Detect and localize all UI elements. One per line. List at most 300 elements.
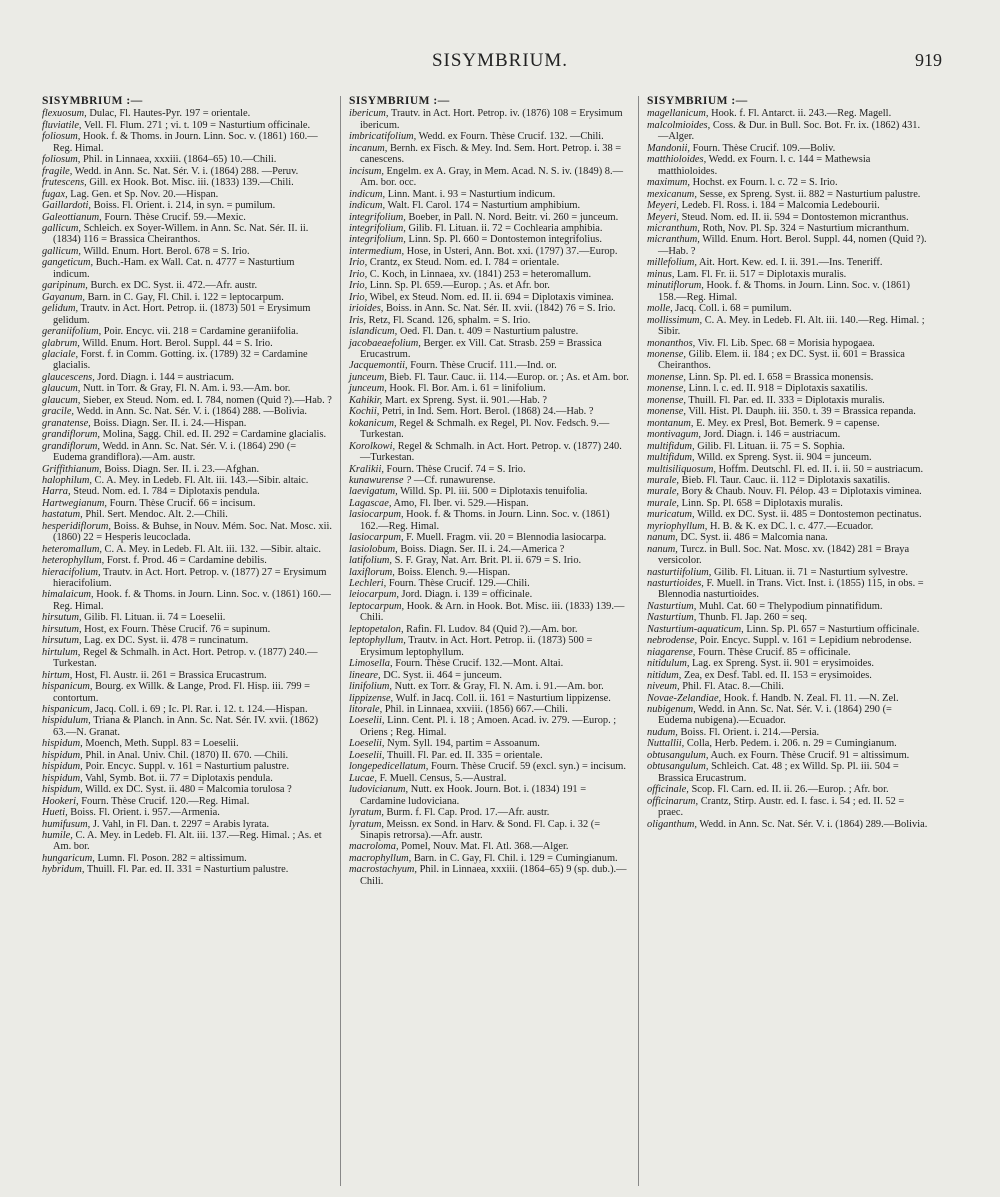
entry-citation: Schleich. ex Soyer-Willem. in Ann. Sc. Nat. Sér. II. ii. (1834) 116 = Brassica Cheiranthos. [53, 222, 309, 246]
species-name: Hookeri, [42, 795, 79, 807]
entry-citation: C. A. Mey. in Ledeb. Fl. Alt. iii. 132. —Sibir. altaic. [104, 543, 321, 555]
column-3 [638, 96, 936, 1186]
species-name: leptocarpum, [349, 600, 405, 612]
species-name: himalaicum, [42, 589, 94, 601]
entry-citation: Boiss. Fl. Orient. i. 957.—Armenia. [70, 807, 220, 819]
index-entry [349, 269, 630, 280]
entry-citation: Boiss. Diagn. Ser. II. i. 23.—Afghan. [104, 463, 260, 475]
entry-citation: Jord. Diagn. i. 139 = officinale. [401, 589, 533, 601]
entry-citation: Gilib. Fl. Lituan. ii. 72 = Cochlearia amphibia. [408, 222, 603, 234]
index-entry [647, 738, 928, 749]
index-entry [349, 498, 630, 509]
entry-citation: Thuill. Fl. Par. ed. II. 331 = Nasturtium palustre. [86, 864, 289, 876]
species-name: linifolium, [349, 681, 393, 693]
entry-citation: Boiss. Fl. Orient. i. 214.—Persia. [680, 726, 820, 738]
index-entry [349, 819, 630, 842]
species-name: heterophyllum, [42, 555, 105, 567]
index-entry [42, 761, 332, 772]
index-entry [647, 658, 928, 669]
index-entry [647, 532, 928, 543]
entry-citation: C. A. Mey. in Ledeb. Fl. Alt. iii. 140.—Reg. Himal. ; Sibir. [658, 314, 925, 338]
index-entry [349, 715, 630, 738]
species-name: micranthum, [647, 222, 700, 234]
entry-citation: Boeber, in Pall. N. Nord. Beitr. vi. 260 = junceum. [408, 211, 619, 223]
species-name: incisum, [349, 165, 384, 177]
species-name: monanthos, [647, 337, 696, 349]
entry-citation: Hook. Fl. Bor. Am. i. 61 = linifolium. [389, 383, 546, 395]
entry-citation: Fourn. Thèse Crucif. 111.—Ind. or. [410, 360, 557, 372]
species-name: niagarense, [647, 646, 696, 658]
entry-citation: Poir. Encyc. Suppl. v. 161 = Lepidium nebrodense. [699, 635, 912, 647]
entry-citation: Wibel, ex Steud. Nom. ed. II. ii. 694 = Diplotaxis viminea. [369, 291, 614, 303]
entry-citation: Vill. Hist. Pl. Dauph. iii. 350. t. 39 = Brassica repanda. [688, 406, 916, 418]
species-name: Kochii, [349, 406, 380, 418]
index-entry [647, 372, 928, 383]
index-entry [42, 486, 332, 497]
index-entry [647, 406, 928, 417]
entry-citation: Jord. Diagn. i. 144 = austriacum. [97, 371, 235, 383]
index-entry [349, 418, 630, 441]
entry-citation: Vahl, Symb. Bot. ii. 77 = Diplotaxis pendula. [85, 772, 273, 784]
entry-citation: DC. Syst. ii. 464 = junceum. [383, 669, 502, 681]
species-name: ludovicianum, [349, 784, 409, 796]
entry-citation: Wulf. in Jacq. Coll. ii. 161 = Nasturtium lippizense. [395, 692, 611, 704]
species-name: hirtulum, [42, 646, 81, 658]
index-entry [42, 131, 332, 154]
index-entry [349, 441, 630, 464]
entry-citation: Wedd. ex Fourn. Thèse Crucif. 132. —Chili. [418, 131, 604, 143]
entry-citation: Trautv. in Act. Hort. Petrop. v. (1877) 27 = Erysimum hieracifolium. [53, 566, 327, 590]
index-entry [42, 395, 332, 406]
index-entry [42, 647, 332, 670]
index-entry [647, 338, 928, 349]
entry-citation: Colla, Herb. Pedem. i. 206. n. 29 = Cumingianum. [686, 738, 897, 750]
species-name: millefolium, [647, 257, 697, 269]
index-entry [647, 567, 928, 578]
species-name: gracile, [42, 406, 75, 418]
index-entry [42, 418, 332, 429]
index-entry [647, 578, 928, 601]
species-name: Lucae, [349, 772, 377, 784]
species-name: longepedicellatum, [349, 761, 429, 773]
entry-citation: Zea, ex Desf. Tabl. ed. II. 153 = erysimoides. [683, 669, 872, 681]
entry-citation: Trautv. in Act. Hort. Petrop. iv. (1876) 108 = Erysimum ibericum. [360, 108, 623, 131]
index-entry [647, 464, 928, 475]
entry-citation: Wedd. in Ann. Sc. Nat. Sér. V. i. (1864) 290 (= Eudema grandiflora).—Am. austr. [53, 440, 297, 464]
species-name: grandiflorum, [42, 440, 101, 452]
entry-citation: Boiss. Diagn. Ser. II. i. 24.—America ? [400, 543, 565, 555]
entry-citation: Jacq. Coll. i. 68 = pumilum. [675, 303, 792, 315]
species-name: foliosum, [42, 154, 81, 166]
index-entry [349, 189, 630, 200]
entry-citation: Jord. Diagn. i. 146 = austriacum. [703, 429, 841, 441]
species-name: hirsutum, [42, 612, 82, 624]
index-entry [349, 693, 630, 704]
index-entry [647, 303, 928, 314]
entry-citation: Willd. ex DC. Syst. ii. 485 = Dontostemon pectinatus. [697, 509, 922, 521]
species-name: hirsutum, [42, 623, 82, 635]
entry-citation: Ait. Hort. Kew. ed. I. ii. 391.—Ins. Teneriff. [698, 257, 883, 269]
index-entry [349, 555, 630, 566]
species-name: hispidulum, [42, 715, 91, 727]
species-name: hispidum, [42, 749, 83, 761]
index-entry [349, 670, 630, 681]
species-name: hispidum, [42, 738, 83, 750]
entry-citation: Steud. Nom. ed. I. 784 = Diplotaxis pendula. [73, 486, 260, 498]
index-entry [349, 372, 630, 383]
entry-citation: Hook. & Arn. in Hook. Bot. Misc. iii. (1833) 139.—Chili. [360, 600, 625, 624]
entry-citation: Fourn. Thèse Crucif. 74 = S. Irio. [386, 463, 526, 475]
entry-citation: Viv. Fl. Lib. Spec. 68 = Morisia hypogaea. [697, 337, 875, 349]
entry-citation: Hochst. ex Fourn. l. c. 72 = S. Irio. [692, 177, 838, 189]
species-name: irioides, [349, 303, 384, 315]
entry-citation: Phil. in Linnaea, xxxiii. (1864–65) 9 (sp. dub.).—Chili. [360, 864, 627, 887]
species-name: incanum, [349, 142, 388, 154]
index-entry [647, 200, 928, 211]
species-name: nebrodense, [647, 635, 698, 647]
entry-citation: DC. Syst. ii. 486 = Malcomia nana. [680, 532, 828, 544]
entry-citation: Phil. in Linnaea, xxviii. (1856) 667.—Chili. [384, 704, 568, 716]
species-name: monense, [647, 348, 686, 360]
index-entry [42, 567, 332, 590]
species-name: montivagum, [647, 429, 701, 441]
entry-citation: Boiss. Fl. Orient. i. 214, in syn. = pumilum. [93, 200, 276, 212]
entry-citation: Wedd. in Ann. Sc. Nat. Sér. V. i. (1864) 289.—Bolivia. [699, 818, 928, 830]
species-name: glaucum, [42, 383, 81, 395]
species-name: Iris, [349, 314, 367, 326]
species-name: integrifolium, [349, 211, 406, 223]
entry-citation: Linn. Sp. Pl. 659.—Europ. ; As. et Afr. bor. [369, 280, 550, 292]
index-entry [647, 223, 928, 234]
species-name: glabrum, [42, 337, 80, 349]
entry-citation: Auch. ex Fourn. Thèse Crucif. 91 = altissimum. [710, 749, 910, 761]
entry-citation: Nutt. ex Hook. Journ. Bot. i. (1834) 191 = Cardamine ludoviciana. [360, 784, 587, 807]
species-name: murale, [647, 486, 680, 498]
index-entry [647, 601, 928, 612]
index-entry [349, 383, 630, 394]
species-name: Gaillardoti, [42, 200, 91, 212]
index-entry [647, 120, 928, 143]
index-entry [42, 280, 332, 291]
index-entry [42, 177, 332, 188]
species-name: Hartwegianum, [42, 497, 107, 509]
index-entry [42, 853, 332, 864]
index-entry [349, 544, 630, 555]
entry-citation: Fourn. Thèse Crucif. 120.—Reg. Himal. [81, 795, 250, 807]
entry-citation: Poir. Encyc. Suppl. v. 161 = Nasturtium palustre. [85, 761, 290, 773]
index-entry [42, 166, 332, 177]
index-entry [349, 784, 630, 807]
index-entry [349, 338, 630, 361]
index-entry [349, 406, 630, 417]
index-entry [42, 406, 332, 417]
entry-citation: Fourn. Thèse Crucif. 66 = incisum. [109, 497, 256, 509]
index-entry [349, 212, 630, 223]
index-entry [349, 589, 630, 600]
entry-citation: Jacq. Coll. i. 69 ; Ic. Pl. Rar. i. 12. t. 124.—Hispan. [95, 704, 308, 716]
index-entry [349, 326, 630, 337]
species-name: macrostachyum, [349, 864, 418, 876]
species-name: mollissimum, [647, 314, 703, 326]
species-name: Kralikii, [349, 463, 384, 475]
species-name: halophilum, [42, 474, 92, 486]
entry-citation: Sesse, ex Spreng. Syst. ii. 882 = Nasturtium palustre. [699, 188, 921, 200]
species-name: Mandonii, [647, 142, 691, 154]
entry-citation: Fourn. Thèse Crucif. 85 = officinale. [698, 646, 851, 658]
index-entry [349, 681, 630, 692]
species-name: multifidum, [647, 440, 695, 452]
entry-citation: H. B. & K. ex DC. l. c. 477.—Ecuador. [709, 520, 874, 532]
species-name: magellanicum, [647, 108, 709, 120]
index-entry [647, 784, 928, 795]
species-name: lasiocarpum, [349, 509, 404, 521]
species-name: macroloma, [349, 841, 399, 853]
index-entry [349, 486, 630, 497]
index-entry [42, 864, 332, 875]
index-entry [349, 807, 630, 818]
index-entry [349, 567, 630, 578]
entry-citation: Willd. ex DC. Syst. ii. 480 = Malcomia torulosa ? [85, 784, 292, 796]
entry-citation: Nutt. in Torr. & Gray, Fl. N. Am. i. 93.—Am. bor. [83, 383, 291, 395]
index-entry [349, 738, 630, 749]
species-name: hesperidiflorum, [42, 520, 111, 532]
entry-citation: Schleich. Cat. 48 ; ex Willd. Sp. Pl. iii. 504 = Brassica Erucastrum. [658, 761, 899, 784]
index-entry [42, 303, 332, 326]
index-entry [647, 395, 928, 406]
index-entry [42, 715, 332, 738]
entry-citation: Molina, Sagg. Chil. ed. II. 292 = Cardamine glacialis. [102, 429, 327, 441]
species-name: hispidum, [42, 784, 83, 796]
entry-citation: Regel & Schmalh. in Act. Hort. Petrop. v. (1877) 240.—Turkestan. [53, 646, 318, 670]
species-name: hybridum, [42, 864, 85, 876]
species-name: hieracifolium, [42, 566, 101, 578]
index-entry [349, 200, 630, 211]
index-entry [647, 750, 928, 761]
species-name: indicum, [349, 188, 386, 200]
entry-citation: Linn. l. c. ed. II. 918 = Diplotaxis saxatilis. [688, 383, 868, 395]
entry-citation: Gilib. Fl. Lituan. ii. 75 = S. Sophia. [697, 440, 845, 452]
entry-citation: Phil. Sert. Mendoc. Alt. 2.—Chili. [85, 509, 228, 521]
entry-citation: Crantz, Stirp. Austr. ed. I. fasc. i. 54 ; ed. II. 52 = praec. [658, 795, 905, 819]
species-name: jacobaeaefolium, [349, 337, 421, 349]
entry-citation: Steud. Nom. ed. II. ii. 594 = Dontostemon micranthus. [681, 211, 909, 223]
entry-citation: Host, Fl. Austr. ii. 261 = Brassica Erucastrum. [74, 669, 267, 681]
running-title: SISYMBRIUM. [431, 50, 569, 71]
species-name: lyratum, [349, 807, 384, 819]
index-entry [647, 143, 928, 154]
entry-citation: Ledeb. Fl. Ross. i. 184 = Malcomia Ledebourii. [681, 200, 880, 212]
species-name: monense, [647, 394, 686, 406]
index-entry [42, 544, 332, 555]
entry-citation: Vell. Fl. Flum. 271 ; vi. t. 109 = Nasturtium officinale. [83, 119, 311, 131]
species-name: Loeselii, [349, 738, 385, 750]
index-entry [349, 360, 630, 371]
index-entry [42, 246, 332, 257]
index-entry [647, 796, 928, 819]
species-name: latifolium, [349, 555, 393, 567]
entry-citation: Wedd. ex Fourn. l. c. 144 = Mathewsia matthioloides. [658, 154, 871, 177]
index-entry [42, 189, 332, 200]
species-name: hirsutum, [42, 635, 82, 647]
entry-citation: Pomel, Nouv. Mat. Fl. Atl. 368.—Alger. [401, 841, 569, 853]
species-name: lineare, [349, 669, 381, 681]
species-name: Griffithianum, [42, 463, 102, 475]
species-name: lyratum, [349, 818, 384, 830]
species-name: Irio, [349, 291, 368, 303]
index-entry [349, 223, 630, 234]
species-name: Nuttallii, [647, 738, 685, 750]
index-entry [349, 509, 630, 532]
entry-citation: Burm. f. Fl. Cap. Prod. 17.—Afr. austr. [386, 807, 550, 819]
species-name: Jacquemontii, [349, 360, 408, 372]
species-name: lippizense, [349, 692, 394, 704]
entry-citation: Amo, Fl. Iber. vi. 529.—Hispan. [393, 497, 529, 509]
index-columns [42, 96, 962, 1186]
entry-citation: Berger. ex Vill. Cat. Strasb. 259 = Brassica Erucastrum. [360, 337, 602, 360]
species-name: glaciale, [42, 348, 79, 360]
index-entry [42, 326, 332, 337]
index-entry [42, 108, 332, 119]
species-name: leiocarpum, [349, 589, 399, 601]
species-name: lasiolobum, [349, 543, 398, 555]
entry-citation: Hoffm. Deutschl. Fl. ed. II. i. ii. 50 = austriacum. [718, 463, 924, 475]
entry-citation: Hook. f. & Thoms. in Journ. Linn. Soc. v. (1861) 158.—Reg. Himal. [658, 280, 910, 303]
entry-citation: Linn. Mant. i. 93 = Nasturtium indicum. [387, 188, 556, 200]
species-name: gelidum, [42, 303, 79, 315]
index-entry [42, 257, 332, 280]
entry-citation: Regel & Schmalh. ex Regel, Pl. Nov. Fedsch. 9.—Turkestan. [360, 417, 610, 441]
index-entry [647, 315, 928, 338]
species-name: garipinum, [42, 280, 88, 292]
species-name: monense, [647, 406, 686, 418]
entry-citation: Coss. & Dur. in Bull. Soc. Bot. Fr. ix. (1862) 431.—Alger. [658, 119, 921, 143]
index-entry [647, 429, 928, 440]
species-name: Loeselii, [349, 715, 385, 727]
species-name: leptopetalon, [349, 623, 404, 635]
entry-citation: Wedd. in Ann. Sc. Nat. Sér. V. i. (1864) 290 (= Eudema nubigena).—Ecuador. [658, 704, 892, 727]
page-header [0, 50, 1000, 80]
species-name: imbricatifolium, [349, 131, 417, 143]
index-entry [647, 154, 928, 177]
species-name: laxiflorum, [349, 566, 395, 578]
index-entry [42, 464, 332, 475]
entry-citation: Gilib. Fl. Lituan. ii. 74 = Loeselii. [84, 612, 226, 624]
index-entry [647, 108, 928, 119]
species-name: kokanicum, [349, 417, 397, 429]
index-entry [42, 738, 332, 749]
species-name: laevigatum, [349, 486, 398, 498]
species-name: humile, [42, 830, 73, 841]
index-entry [349, 143, 630, 166]
index-entry [349, 292, 630, 303]
entry-citation: Buch.-Ham. ex Wall. Cat. n. 4777 = Nasturtium indicum. [53, 257, 295, 280]
index-entry [647, 498, 928, 509]
index-entry [647, 452, 928, 463]
entry-citation: Fourn. Thèse Crucif. 129.—Chili. [388, 578, 530, 590]
entry-citation: Moench, Meth. Suppl. 83 = Loeselii. [85, 738, 239, 750]
species-name: Gayanum, [42, 291, 85, 303]
entry-citation: Forst. f. Prod. 46 = Cardamine debilis. [106, 555, 267, 567]
index-entry [349, 761, 630, 772]
entry-citation: J. Vahl, in Fl. Dan. t. 2297 = Arabis lyrata. [92, 818, 270, 830]
entry-citation: Bieb. Fl. Taur. Cauc. ii. 112 = Diplotaxis saxatilis. [681, 474, 890, 486]
species-name: foliosum, [42, 131, 81, 143]
index-entry [42, 681, 332, 704]
species-name: Meyeri, [647, 200, 680, 212]
species-name: nitidulum, [647, 658, 690, 670]
entry-citation: C. Koch, in Linnaea, xv. (1841) 253 = heteromallum. [369, 268, 592, 280]
index-entry [647, 544, 928, 567]
index-entry [349, 475, 630, 486]
entry-citation: Linn. Sp. Pl. ed. I. 658 = Brassica monensis. [688, 371, 874, 383]
species-name: glaucum, [42, 394, 81, 406]
species-name: indicum, [349, 200, 386, 212]
entry-citation: Roth, Nov. Pl. Sp. 324 = Nasturtium micranthum. [702, 222, 910, 234]
index-entry [647, 234, 928, 257]
species-name: granatense, [42, 417, 91, 429]
entry-citation: F. Muell. Census, 5.—Austral. [379, 772, 507, 784]
species-name: integrifolium, [349, 234, 406, 246]
species-name: monense, [647, 383, 686, 395]
index-entry [647, 761, 928, 784]
entry-citation: Engelm. ex A. Gray, in Mem. Acad. N. S. iv. (1849) 8.—Am. bor. occ. [360, 165, 623, 189]
species-name: nubigenum, [647, 704, 696, 716]
entry-citation: Nutt. ex Torr. & Gray, Fl. N. Am. i. 91.—Am. bor. [394, 681, 604, 693]
species-name: intermedium, [349, 245, 405, 257]
index-entry [42, 223, 332, 246]
species-name: nasturtioides, [647, 578, 704, 590]
species-name: mexicanum, [647, 188, 697, 200]
entry-citation: Hook. f. Fl. Antarct. ii. 243.—Reg. Magell. [711, 108, 892, 120]
entry-citation: Bernh. ex Fisch. & Mey. Ind. Sem. Hort. Petrop. i. 38 = canescens. [360, 142, 622, 166]
species-name: gangeticum, [42, 257, 94, 269]
index-entry [647, 475, 928, 486]
entry-citation: Boiss. & Buhse, in Nouv. Mém. Soc. Nat. Mosc. xii. (1860) 22 = Hesperis leucoclada. [53, 520, 332, 544]
index-entry [349, 658, 630, 669]
index-entry [647, 624, 928, 635]
entry-citation: Thuill. Fl. Par. ed. II. 333 = Diplotaxis muralis. [688, 394, 885, 406]
entry-citation: S. F. Gray, Nat. Arr. Brit. Pl. ii. 679 = S. Irio. [394, 555, 582, 567]
entry-citation: Gill. ex Hook. Bot. Misc. iii. (1833) 139.—Chili. [89, 177, 294, 189]
index-entry [42, 555, 332, 566]
index-entry [349, 864, 630, 887]
index-entry [647, 280, 928, 303]
index-entry [42, 383, 332, 394]
entry-citation: E. Mey. ex Presl, Bot. Bemerk. 9 = capense. [696, 417, 880, 429]
species-name: nitidum, [647, 669, 682, 681]
index-entry [42, 773, 332, 784]
column-heading: SISYMBRIUM :— [42, 96, 143, 107]
species-name: hispanicum, [42, 704, 93, 716]
species-name: obtusangulum, [647, 761, 709, 773]
species-name: murale, [647, 497, 680, 509]
column-heading: SISYMBRIUM :— [349, 96, 450, 107]
entry-citation: Gilib. Fl. Lituan. ii. 71 = Nasturtium sylvestre. [713, 566, 909, 578]
index-entry [42, 509, 332, 520]
index-entry [647, 486, 928, 497]
column-2 [340, 96, 638, 1186]
entry-citation: Willd. Enum. Hort. Berol. Suppl. 44, nomen (Quid ?).—Hab. ? [658, 234, 927, 257]
entry-citation: Fourn. Thèse Crucif. 59 (excl. syn.) = incisum. [430, 761, 626, 773]
index-entry [42, 212, 332, 223]
entry-citation: Trautv. in Act. Hort. Petrop. ii. (1873) 500 = Erysimum leptophyllum. [360, 635, 593, 658]
entry-citation: Turcz. in Bull. Soc. Nat. Mosc. xv. (1842) 281 = Braya versicolor. [658, 543, 910, 567]
species-name: kunawurense ? [349, 474, 412, 486]
index-entry [647, 635, 928, 646]
index-entry [349, 303, 630, 314]
index-entry [647, 819, 928, 830]
column-heading: SISYMBRIUM :— [647, 96, 748, 107]
